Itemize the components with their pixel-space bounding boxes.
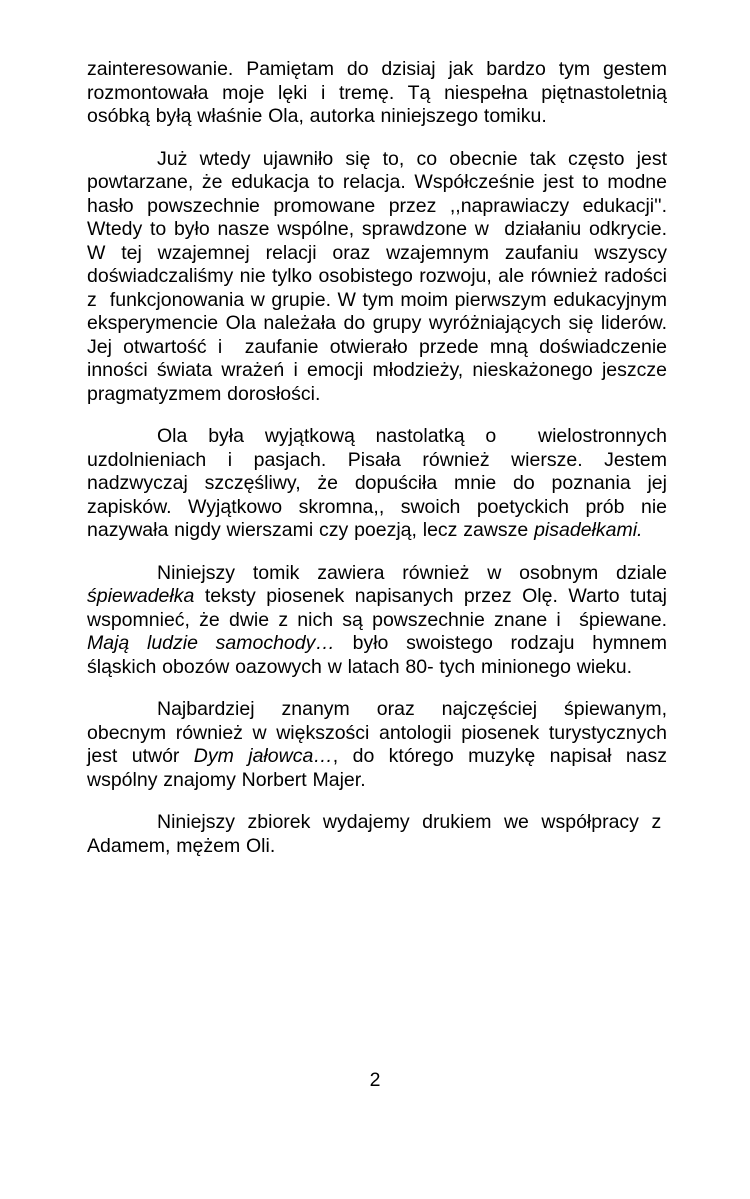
text-run: Niniejszy tomik zawiera również w osobnym dziale [157,561,667,584]
text-run: Ola była wyjątkową nastolatką o wielostronnych uzdolnieniach i pasjach. Pisała również wiersze. Jestem nadzwyczaj szczęśliwy, że dopuściła mnie do poznania jej zapisków. Wyjątkowo skromna,, swoich poetyckich prób nie nazywała nigdy wierszami czy poezją, lecz zawsze [87,425,667,541]
text-run: , do którego muzykę napisał nasz wspólny znajomy Norbert Majer. [87,745,668,791]
text-run: było swoistego rodzaju hymnem śląskich obozów oazowych w latach 80- tych minionego wieku. [87,632,667,678]
paragraph [87,562,667,680]
italic-text-run: Dym jałowca… [193,745,333,767]
text-run: Niniejszy zbiorek wydajemy drukiem we współpracy z Adamem, mężem Oli. [87,811,667,857]
text-run: Już wtedy ujawniło się to, co obecnie tak często jest powtarzane, że edukacja to relacja. Współcześnie jest to modne hasło powszechnie promowane przez ,,naprawiaczy edukacji''. Wtedy to było nasze wspólne, sprawdzone w działaniu odkrycie. W tej wzajemnej relacji oraz wzajemnym zaufaniu wszyscy doświadczaliśmy nie tylko osobistego rozwoju, ale również radości z funkcjonowania w grupie. W tym moim pierwszym edukacyjnym eksperymencie Ola należała do grupy wyróżniających się liderów. Jej otwartość i zaufanie otwierało przede mną doświadczenie inności świata wrażeń i emocji młodzieży, nieskażonego jeszcze pragmatyzmem dorosłości. [87,147,667,405]
text-run: Najbardziej znanym oraz najczęściej śpiewanym, obecnym również w większości antologii piosenek turystycznych jest utwór [87,698,667,767]
paragraph [87,148,667,407]
italic-text-run: śpiewadełka [87,585,195,607]
italic-text-run: Mają ludzie samochody… [87,632,335,654]
page-text-block [87,58,667,877]
italic-text-run: pisadełkami. [534,519,643,541]
paragraph [87,698,667,792]
paragraph [87,58,667,129]
paragraph [87,425,667,543]
paragraph [87,811,667,858]
text-run: zainteresowanie. Pamiętam do dzisiaj jak bardzo tym gestem rozmontowała moje lęki i tremę. Tą niespełna piętnastoletnią osóbką byłą właśnie Ola, autorka niniejszego tomiku. [87,58,667,127]
page-number: 2 [369,1069,381,1091]
text-run: teksty piosenek napisanych przez Olę. Warto tutaj wspomnieć, że dwie z nich są powszechnie znane i śpiewane. [87,585,667,631]
